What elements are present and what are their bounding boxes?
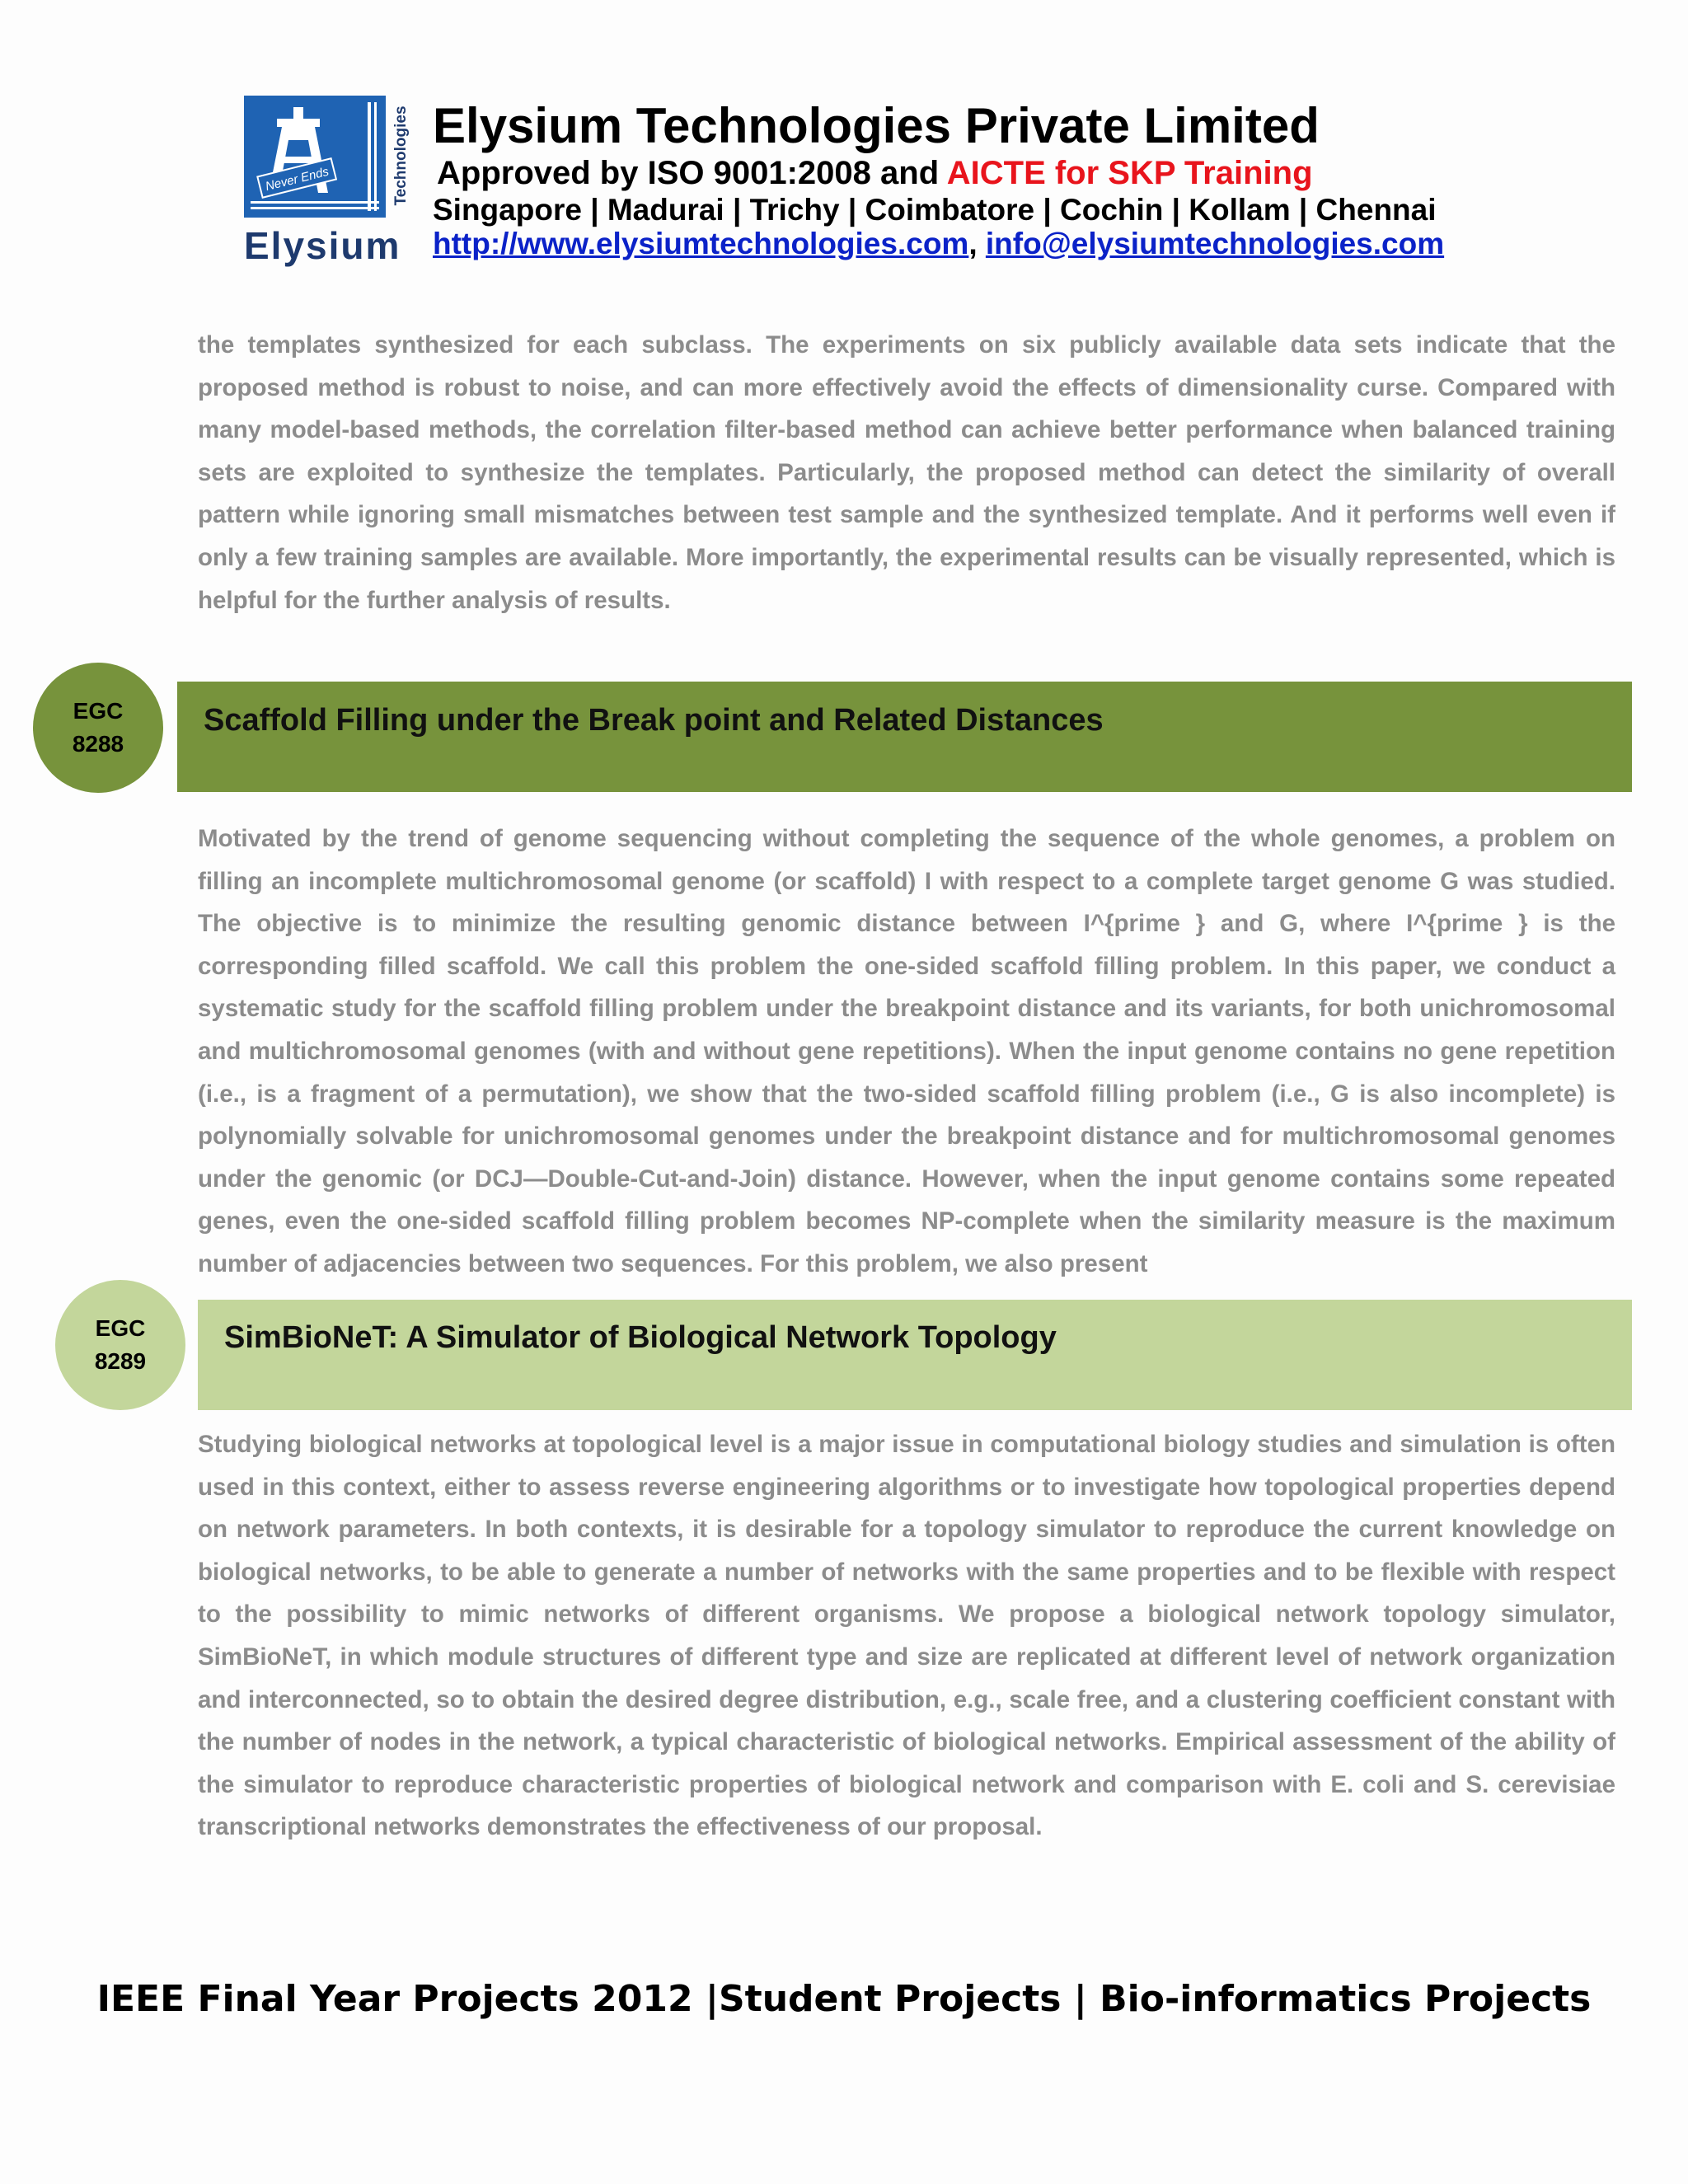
website-link[interactable]: http://www.elysiumtechnologies.com (433, 227, 969, 260)
tower-icon (244, 96, 386, 218)
approval-line (437, 155, 1313, 192)
company-name: Elysium Technologies Private Limited (433, 98, 1320, 153)
company-logo (244, 93, 414, 265)
approval-highlight: AICTE for SKP Training (946, 155, 1313, 191)
logo-wordmark: Elysium (244, 224, 401, 267)
project-title-8289: SimBioNeT: A Simulator of Biological Network Topology (224, 1320, 1057, 1355)
link-separator: , (968, 227, 986, 260)
intro-paragraph: the templates synthesized for each subclass. The experiments on six publicly available data sets indicate that the proposed method is robust to noise, and can more effectively avoid the effects of dimensionality curse. Compared with many model-based methods, the correlation filter-based method can achieve better performance when balanced training sets are exploited to synthesize the templates. Particularly, the proposed method can detect the similarity of overall pattern while ignoring small mismatches between test sample and the synthesized template. And it performs well even if only a few training samples are available. More importantly, the experimental results can be visually represented, which is helpful for the further analysis of results. (198, 331, 1615, 614)
project-abstract-8288: Motivated by the trend of genome sequencing without completing the sequence of the whole genomes, a problem on filling an incomplete multichromosomal genome (or scaffold) I with respect to a complete target genome G was studied. The objective is to minimize the resulting genomic distance between I^{prime } and G, where I^{prime } is the corresponding filled scaffold. We call this problem the one-sided scaffold filling problem. In this paper, we conduct a systematic study for the scaffold filling problem under the breakpoint distance and its variants, for both unichromosomal and multichromosomal genomes (with and without gene repetitions). When the input genome contains no gene repetition (i.e., is a fragment of a permutation), we show that the two-sided scaffold filling problem (i.e., G is also incomplete) is polynomially solvable for unichromosomal genomes under the breakpoint distance and for multichromosomal genomes under the genomic (or DCJ—Double-Cut-and-Join) distance. However, when the input genome contains some repeated genes, even the one-sided scaffold filling problem becomes NP-complete when the similarity measure is the maximum number of adjacencies between two sequences. For this problem, we also present (198, 825, 1615, 1277)
logo-emblem (244, 96, 386, 218)
project-code-prefix: EGC (95, 1315, 146, 1341)
project-abstract-clip-8288 (0, 816, 1688, 1302)
logo-tagline: Never Ends (264, 164, 331, 194)
project-code-number: 8288 (72, 731, 124, 757)
contact-links (433, 227, 1444, 261)
approval-prefix: Approved by ISO 9001:2008 and (437, 155, 947, 191)
project-code-badge-8288 (33, 663, 163, 793)
project-code-number: 8289 (94, 1348, 147, 1374)
email-link[interactable]: info@elysiumtechnologies.com (985, 227, 1445, 260)
project-code-badge-8289 (55, 1280, 185, 1410)
project-abstract-8289: Studying biological networks at topological level is a major issue in computational biology studies and simulation is often used in this context, either to assess reverse engineering algorithms or to investigate how topological properties depend on network parameters. In both contexts, it is desirable for a topology simulator to reproduce the current knowledge on biological networks, to be able to generate a number of networks with the same properties and to be flexible with respect to the possibility to mimic networks of different organisms. We propose a biological network topology simulator, SimBioNeT, in which module structures of different type and size are replicated at different level of network organization and interconnected, so to obtain the desired degree distribution, e.g., scale free, and a clustering coefficient constant with the number of nodes in the network, a typical characteristic of biological networks. Empirical assessment of the ability of the simulator to reproduce characteristic properties of biological network and comparison with E. coli and S. cerevisiae transcriptional networks demonstrates the effectiveness of our proposal. (198, 1431, 1615, 1841)
logo-side-text: Technologies (392, 105, 410, 206)
page-footer: IEEE Final Year Projects 2012 |Student Projects | Bio-informatics Projects (96, 1978, 1592, 2020)
project-title-8288: Scaffold Filling under the Break point and Related Distances (204, 703, 1104, 738)
office-locations: Singapore | Madurai | Trichy | Coimbatore | Cochin | Kollam | Chennai (433, 193, 1437, 227)
project-code-prefix: EGC (73, 698, 124, 724)
